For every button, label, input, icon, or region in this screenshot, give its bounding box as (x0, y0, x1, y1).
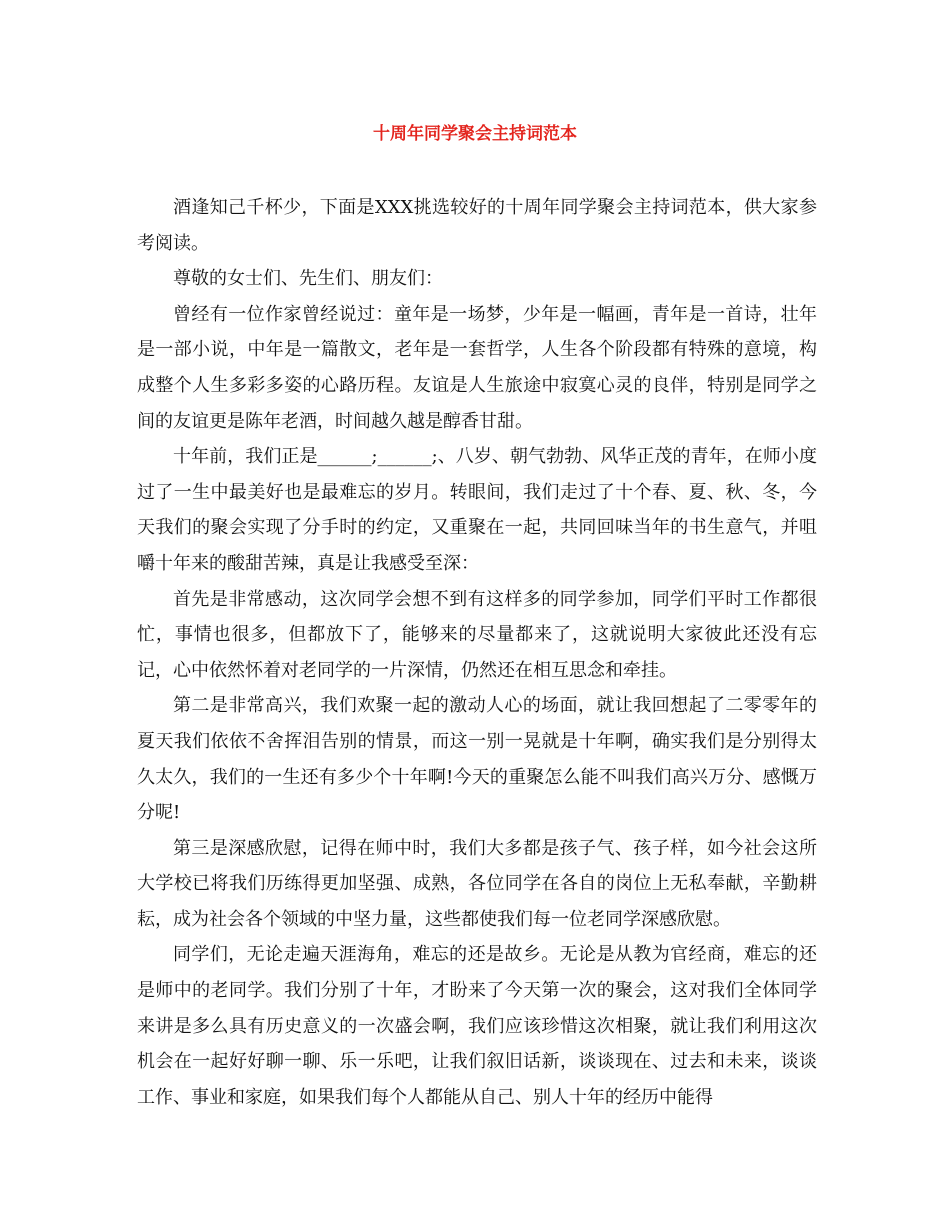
paragraph-intro: 酒逢知己千杯少，下面是XXX挑选较好的十周年同学聚会主持词范本，供大家参考阅读。 (137, 197, 817, 254)
paragraph-second-feeling: 第二是非常高兴，我们欢聚一起的激动人心的场面，就让我回想起了二零零年的夏天我们依依不舍挥泪告别的情景，而这一别一晃就是十年啊，确实我们是分别得太久太久，我们的一生还有多少个十年啊!今天的重聚怎么能不叫我们高兴万分、感慨万分呢! (137, 695, 817, 824)
document-body (137, 190, 817, 1115)
document-title: 十周年同学聚会主持词范本 (373, 124, 577, 144)
paragraph-third-feeling: 第三是深感欣慰，记得在师中时，我们大多都是孩子气、孩子样，如今社会这所大学校已将我们历练得更加坚强、成熟，各位同学在各自的岗位上无私奉献，辛勤耕耘，成为社会各个领域的中坚力量，这些都使我们每一位老同学深感欣慰。 (137, 837, 817, 930)
paragraph-classmates: 同学们，无论走遍天涯海角，难忘的还是故乡。无论是从教为官经商，难忘的还是师中的老同学。我们分别了十年，才盼来了今天第一次的聚会，这对我们全体同学来讲是多么具有历史意义的一次盛会啊，我们应该珍惜这次相聚，就让我们利用这次机会在一起好好聊一聊、乐一乐吧，让我们叙旧话新，谈谈现在、过去和未来，谈谈工作、事业和家庭，如果我们每个人都能从自己、别人十年的经历中能得 (137, 944, 817, 1108)
paragraph-ten-years-ago: 十年前，我们正是______;______;、八岁、朝气勃勃、风华正茂的青年，在师小度过了一生中最美好也是最难忘的岁月。转眼间，我们走过了十个春、夏、秋、冬，今天我们的聚会实现了分手时的约定，又重聚在一起，共同回味当年的书生意气，并咀嚼十年来的酸甜苦辣，真是让我感受至深： (137, 446, 817, 574)
paragraph-greeting: 尊敬的女士们、先生们、朋友们： (173, 268, 443, 290)
paragraph-quote: 曾经有一位作家曾经说过：童年是一场梦，少年是一幅画，青年是一首诗，壮年是一部小说，中年是一篇散文，老年是一套哲学，人生各个阶段都有特殊的意境，构成整个人生多彩多姿的心路历程。友谊是人生旅途中寂寞心灵的良伴，特别是同学之间的友谊更是陈年老酒，时间越久越是醇香甘甜。 (137, 303, 817, 432)
paragraph-first-feeling: 首先是非常感动，这次同学会想不到有这样多的同学参加，同学们平时工作都很忙，事情也很多，但都放下了，能够来的尽量都来了，这就说明大家彼此还没有忘记，心中依然怀着对老同学的一片深情，仍然还在相互思念和牵挂。 (137, 588, 817, 681)
